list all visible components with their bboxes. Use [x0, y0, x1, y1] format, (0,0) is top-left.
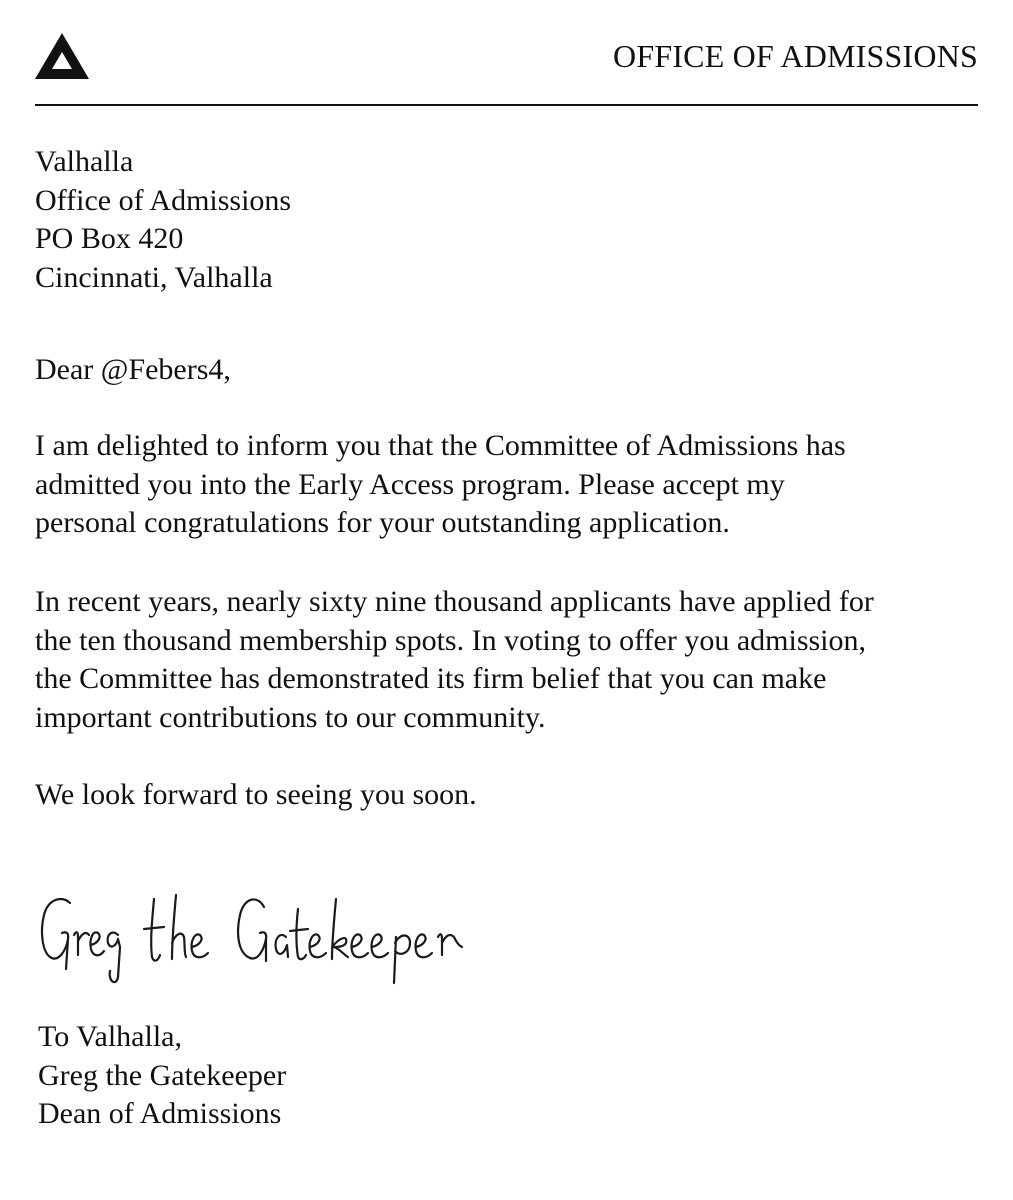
signoff-line: Dean of Admissions: [38, 1097, 282, 1130]
address-line: Cincinnati, Valhalla: [35, 260, 273, 294]
address-line: Office of Admissions: [35, 183, 292, 217]
address-line: PO Box 420: [35, 222, 184, 255]
handwritten-signature: [36, 885, 466, 985]
salutation: Dear @Febers4,: [35, 353, 231, 386]
triangle-logo-icon: [35, 33, 89, 79]
body-paragraph-2: [35, 583, 874, 737]
header-divider: [35, 104, 978, 106]
office-title: OFFICE OF ADMISSIONS: [613, 38, 978, 74]
paragraph-line: admitted you into the Early Access program. Please accept my: [35, 467, 785, 501]
paragraph-line: important contributions to our community.: [35, 700, 546, 734]
paragraph-line: the Committee has demonstrated its firm belief that you can make: [35, 662, 827, 695]
paragraph-line: the ten thousand membership spots. In voting to offer you admission,: [35, 623, 867, 657]
paragraph-line: In recent years, nearly sixty nine thousand applicants have applied for: [35, 585, 874, 618]
signoff-line: Greg the Gatekeeper: [38, 1058, 287, 1092]
signoff-line: To Valhalla,: [38, 1020, 182, 1053]
paragraph-line: personal congratulations for your outstanding application.: [35, 506, 730, 539]
address-line: Valhalla: [35, 145, 134, 178]
body-paragraph-1: [35, 427, 846, 543]
sender-address: [35, 143, 291, 297]
letterhead: [35, 30, 978, 90]
closing-line: We look forward to seeing you soon.: [35, 778, 477, 811]
paragraph-line: I am delighted to inform you that the Committee of Admissions has: [35, 429, 846, 462]
signoff-block: [38, 1018, 286, 1134]
